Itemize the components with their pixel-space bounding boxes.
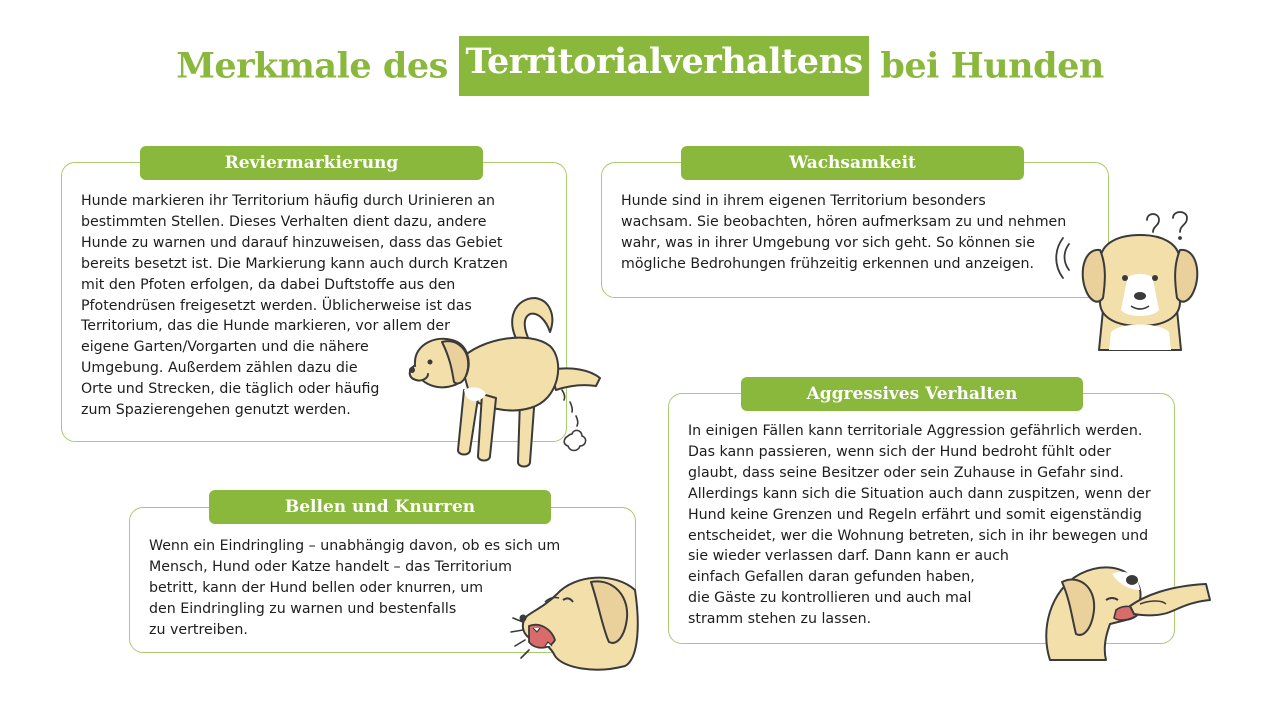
text-line: Territorium, das die Hunde markieren, vor allem der xyxy=(81,318,450,335)
text-line: den Eindringling zu warnen und bestenfalls xyxy=(149,600,457,617)
heading-wachsamkeit: Wachsamkeit xyxy=(681,146,1024,180)
heading-reviermarkierung: Reviermarkierung xyxy=(140,146,483,180)
page-title xyxy=(0,36,1280,96)
text-line: sie wieder verlassen darf. Dann kann er auch xyxy=(688,548,1009,565)
text-line: wachsam. Sie beobachten, hören aufmerksam zu und nehmen xyxy=(621,213,1067,230)
biting-dog-illustration xyxy=(1020,560,1215,665)
text-line: eigene Garten/Vorgarten und die nähere xyxy=(81,339,369,356)
title-highlight: Territorialverhaltens xyxy=(459,36,868,96)
heading-bellen-und-knurren: Bellen und Knurren xyxy=(209,490,551,524)
title-part1: Merkmale des xyxy=(176,45,448,87)
text-line: betritt, kann der Hund bellen oder knurren, um xyxy=(149,579,484,596)
text-line: bereits besetzt ist. Die Markierung kann auch durch Kratzen xyxy=(81,255,508,272)
text-line: einfach Gefallen daran gefunden haben, xyxy=(688,569,975,586)
text-wachsamkeit xyxy=(621,191,1066,275)
text-line: In einigen Fällen kann territoriale Aggression gefährlich werden. xyxy=(688,423,1143,439)
text-line: wahr, was in ihrer Umgebung vor sich geht. So können sie xyxy=(621,234,1035,251)
text-line: zu vertreiben. xyxy=(149,621,248,638)
text-line: Allerdings kann sich die Situation auch dann zuspitzen, wenn der xyxy=(688,485,1151,502)
text-line: glaubt, dass seine Besitzer oder sein Zuhause in Gefahr sind. xyxy=(688,464,1124,481)
text-line: Hunde markieren ihr Territorium häufig durch Urinieren an xyxy=(81,193,496,209)
peeing-dog-illustration xyxy=(400,290,610,475)
text-line: Hunde zu warnen und darauf hinzuweisen, dass das Gebiet xyxy=(81,234,503,251)
text-line: Pfotendrüsen freigesetzt werden. Üblicherweise ist das xyxy=(81,297,472,314)
barking-dog-illustration xyxy=(505,570,645,675)
title-part2: bei Hunden xyxy=(880,45,1104,87)
text-line: bestimmten Stellen. Dieses Verhalten dient dazu, andere xyxy=(81,213,487,230)
text-line: Wenn ein Eindringling – unabhängig davon, ob es sich um xyxy=(149,538,561,554)
text-line: entscheidet, wer die Wohnung betreten, sich in ihr bewegen und xyxy=(688,527,1149,544)
heading-aggressives-verhalten: Aggressives Verhalten xyxy=(741,377,1083,411)
alert-dog-illustration xyxy=(1055,210,1215,355)
text-line: mit den Pfoten erfolgen, da dabei Duftstoffe aus den xyxy=(81,276,456,293)
text-line: zum Spazierengehen genutzt werden. xyxy=(81,402,351,419)
text-line: stramm stehen zu lassen. xyxy=(688,611,872,628)
text-line: Das kann passieren, wenn sich der Hund bedroht fühlt oder xyxy=(688,443,1112,460)
text-line: Hunde sind in ihrem eigenen Territorium besonders xyxy=(621,193,986,209)
text-line: Umgebung. Außerdem zählen dazu die xyxy=(81,360,358,377)
text-line: Orte und Strecken, die täglich oder häufig xyxy=(81,381,380,398)
text-bellen-und-knurren xyxy=(149,536,560,641)
text-line: mögliche Bedrohungen frühzeitig erkennen und anzeigen. xyxy=(621,255,1035,272)
text-line: Mensch, Hund oder Katze handelt – das Territorium xyxy=(149,558,512,575)
text-line: Hund keine Grenzen und Regeln erfährt und somit eigenständig xyxy=(688,506,1142,523)
text-line: die Gäste zu kontrollieren und auch mal xyxy=(688,590,972,607)
